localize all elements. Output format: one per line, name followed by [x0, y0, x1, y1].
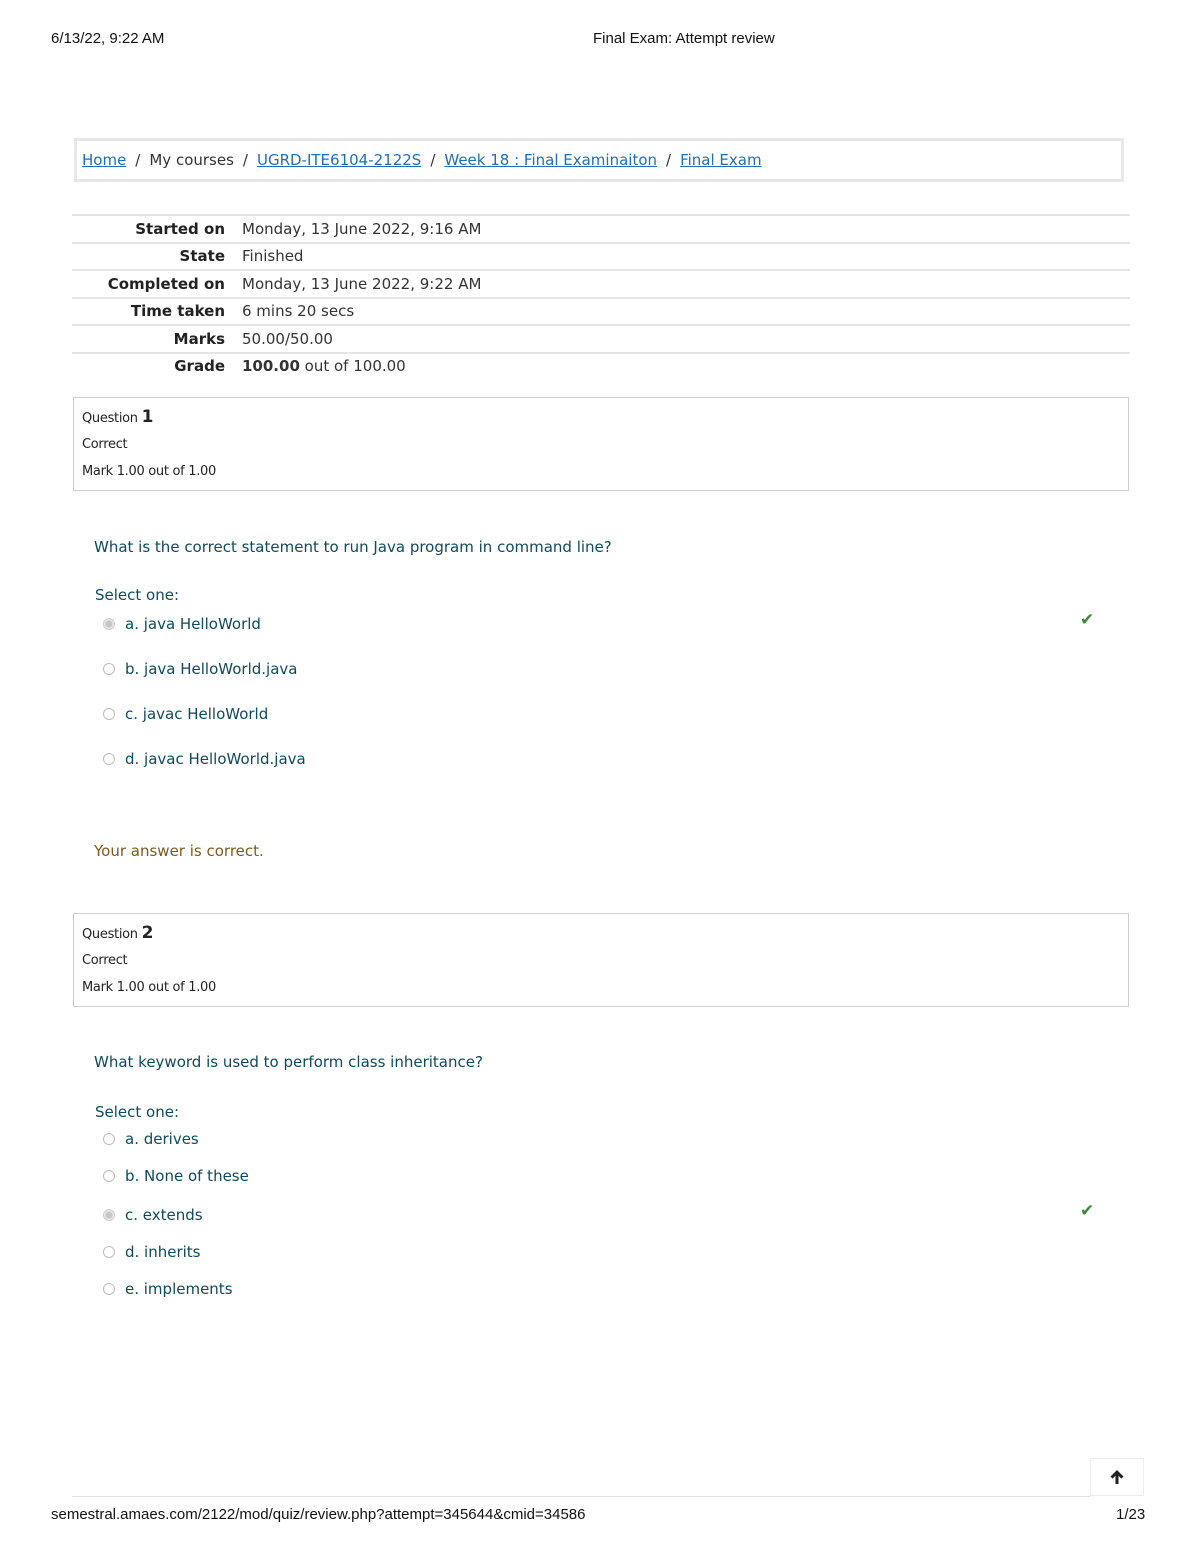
question-1-info [73, 397, 1129, 491]
radio-unselected[interactable] [103, 663, 115, 675]
question-mark: Mark 1.00 out of 1.00 [82, 980, 216, 995]
question-1-option-b[interactable] [103, 660, 297, 678]
option-label: d. javac HelloWorld.java [125, 750, 306, 768]
grade-out-of: out of 100.00 [304, 357, 406, 376]
summary-row [72, 243, 1130, 271]
summary-label: Started on [72, 215, 242, 243]
option-label: e. implements [125, 1280, 233, 1298]
question-2-option-b[interactable] [103, 1167, 249, 1185]
question-1-text: What is the correct statement to run Java program in command line? [94, 538, 612, 556]
radio-unselected[interactable] [103, 1133, 115, 1145]
summary-label: State [72, 243, 242, 271]
question-2-prompt: Select one: [95, 1103, 180, 1121]
question-status: Correct [82, 437, 128, 452]
question-2-option-e[interactable] [103, 1280, 233, 1298]
radio-unselected[interactable] [103, 708, 115, 720]
question-label: Question [82, 927, 138, 942]
option-label: a. derives [125, 1130, 199, 1148]
radio-selected[interactable] [103, 618, 115, 630]
breadcrumb-exam-link[interactable]: Final Exam [680, 151, 762, 169]
grade-value [242, 353, 1130, 380]
question-1-prompt: Select one: [95, 586, 180, 604]
summary-row [72, 270, 1130, 298]
breadcrumb-home-link[interactable]: Home [82, 151, 127, 169]
summary-row [72, 353, 1130, 380]
summary-label: Grade [72, 353, 242, 380]
breadcrumb [74, 138, 1124, 182]
print-url: semestral.amaes.com/2122/mod/quiz/review.php?attempt=345644&cmid=34586 [51, 1506, 586, 1523]
question-mark: Mark 1.00 out of 1.00 [82, 464, 216, 479]
question-number: 2 [141, 923, 154, 943]
option-label: d. inherits [125, 1243, 201, 1261]
summary-row [72, 298, 1130, 326]
grade-score: 100.00 [242, 357, 300, 376]
summary-label: Marks [72, 325, 242, 353]
breadcrumb-separator: / [430, 151, 436, 169]
radio-selected[interactable] [103, 1209, 115, 1221]
option-label: b. None of these [125, 1167, 249, 1185]
question-2-option-c[interactable] [103, 1206, 203, 1224]
breadcrumb-separator: / [666, 151, 672, 169]
check-icon: ✔ [1080, 610, 1095, 630]
radio-unselected[interactable] [103, 753, 115, 765]
option-label: c. extends [125, 1206, 203, 1224]
breadcrumb-my-courses: My courses [149, 151, 234, 169]
breadcrumb-separator: / [135, 151, 141, 169]
radio-unselected[interactable] [103, 1283, 115, 1295]
summary-row [72, 325, 1130, 353]
question-number: 1 [141, 407, 154, 427]
summary-value: 6 mins 20 secs [242, 298, 1130, 326]
print-page-number: 1/23 [1116, 1506, 1146, 1523]
summary-value: 50.00/50.00 [242, 325, 1130, 353]
summary-row [72, 215, 1130, 243]
radio-unselected[interactable] [103, 1170, 115, 1182]
breadcrumb-separator: / [242, 151, 248, 169]
radio-unselected[interactable] [103, 1246, 115, 1258]
arrow-up-icon [1109, 1469, 1125, 1485]
check-icon: ✔ [1080, 1201, 1095, 1221]
summary-label: Time taken [72, 298, 242, 326]
question-1-option-c[interactable] [103, 705, 268, 723]
footer-divider [72, 1496, 1090, 1497]
summary-value: Finished [242, 243, 1130, 271]
back-to-top-button[interactable] [1090, 1458, 1144, 1496]
option-label: c. javac HelloWorld [125, 705, 269, 723]
summary-value: Monday, 13 June 2022, 9:22 AM [242, 270, 1130, 298]
question-label: Question [82, 411, 138, 426]
breadcrumb-course-link[interactable]: UGRD-ITE6104-2122S [256, 151, 422, 169]
option-label: a. java HelloWorld [125, 615, 261, 633]
question-1-option-d[interactable] [103, 750, 306, 768]
question-2-info [73, 913, 1129, 1007]
question-status: Correct [82, 953, 128, 968]
print-title: Final Exam: Attempt review [593, 30, 775, 47]
summary-value: Monday, 13 June 2022, 9:16 AM [242, 215, 1130, 243]
question-1-feedback: Your answer is correct. [94, 842, 264, 860]
option-label: b. java HelloWorld.java [125, 660, 298, 678]
question-2-option-a[interactable] [103, 1130, 199, 1148]
attempt-summary-table [72, 214, 1130, 379]
print-datetime: 6/13/22, 9:22 AM [51, 30, 165, 47]
summary-label: Completed on [72, 270, 242, 298]
question-2-option-d[interactable] [103, 1243, 201, 1261]
breadcrumb-week-link[interactable]: Week 18 : Final Examinaiton [444, 151, 658, 169]
question-1-option-a[interactable] [103, 615, 261, 633]
question-2-text: What keyword is used to perform class inheritance? [94, 1053, 483, 1071]
